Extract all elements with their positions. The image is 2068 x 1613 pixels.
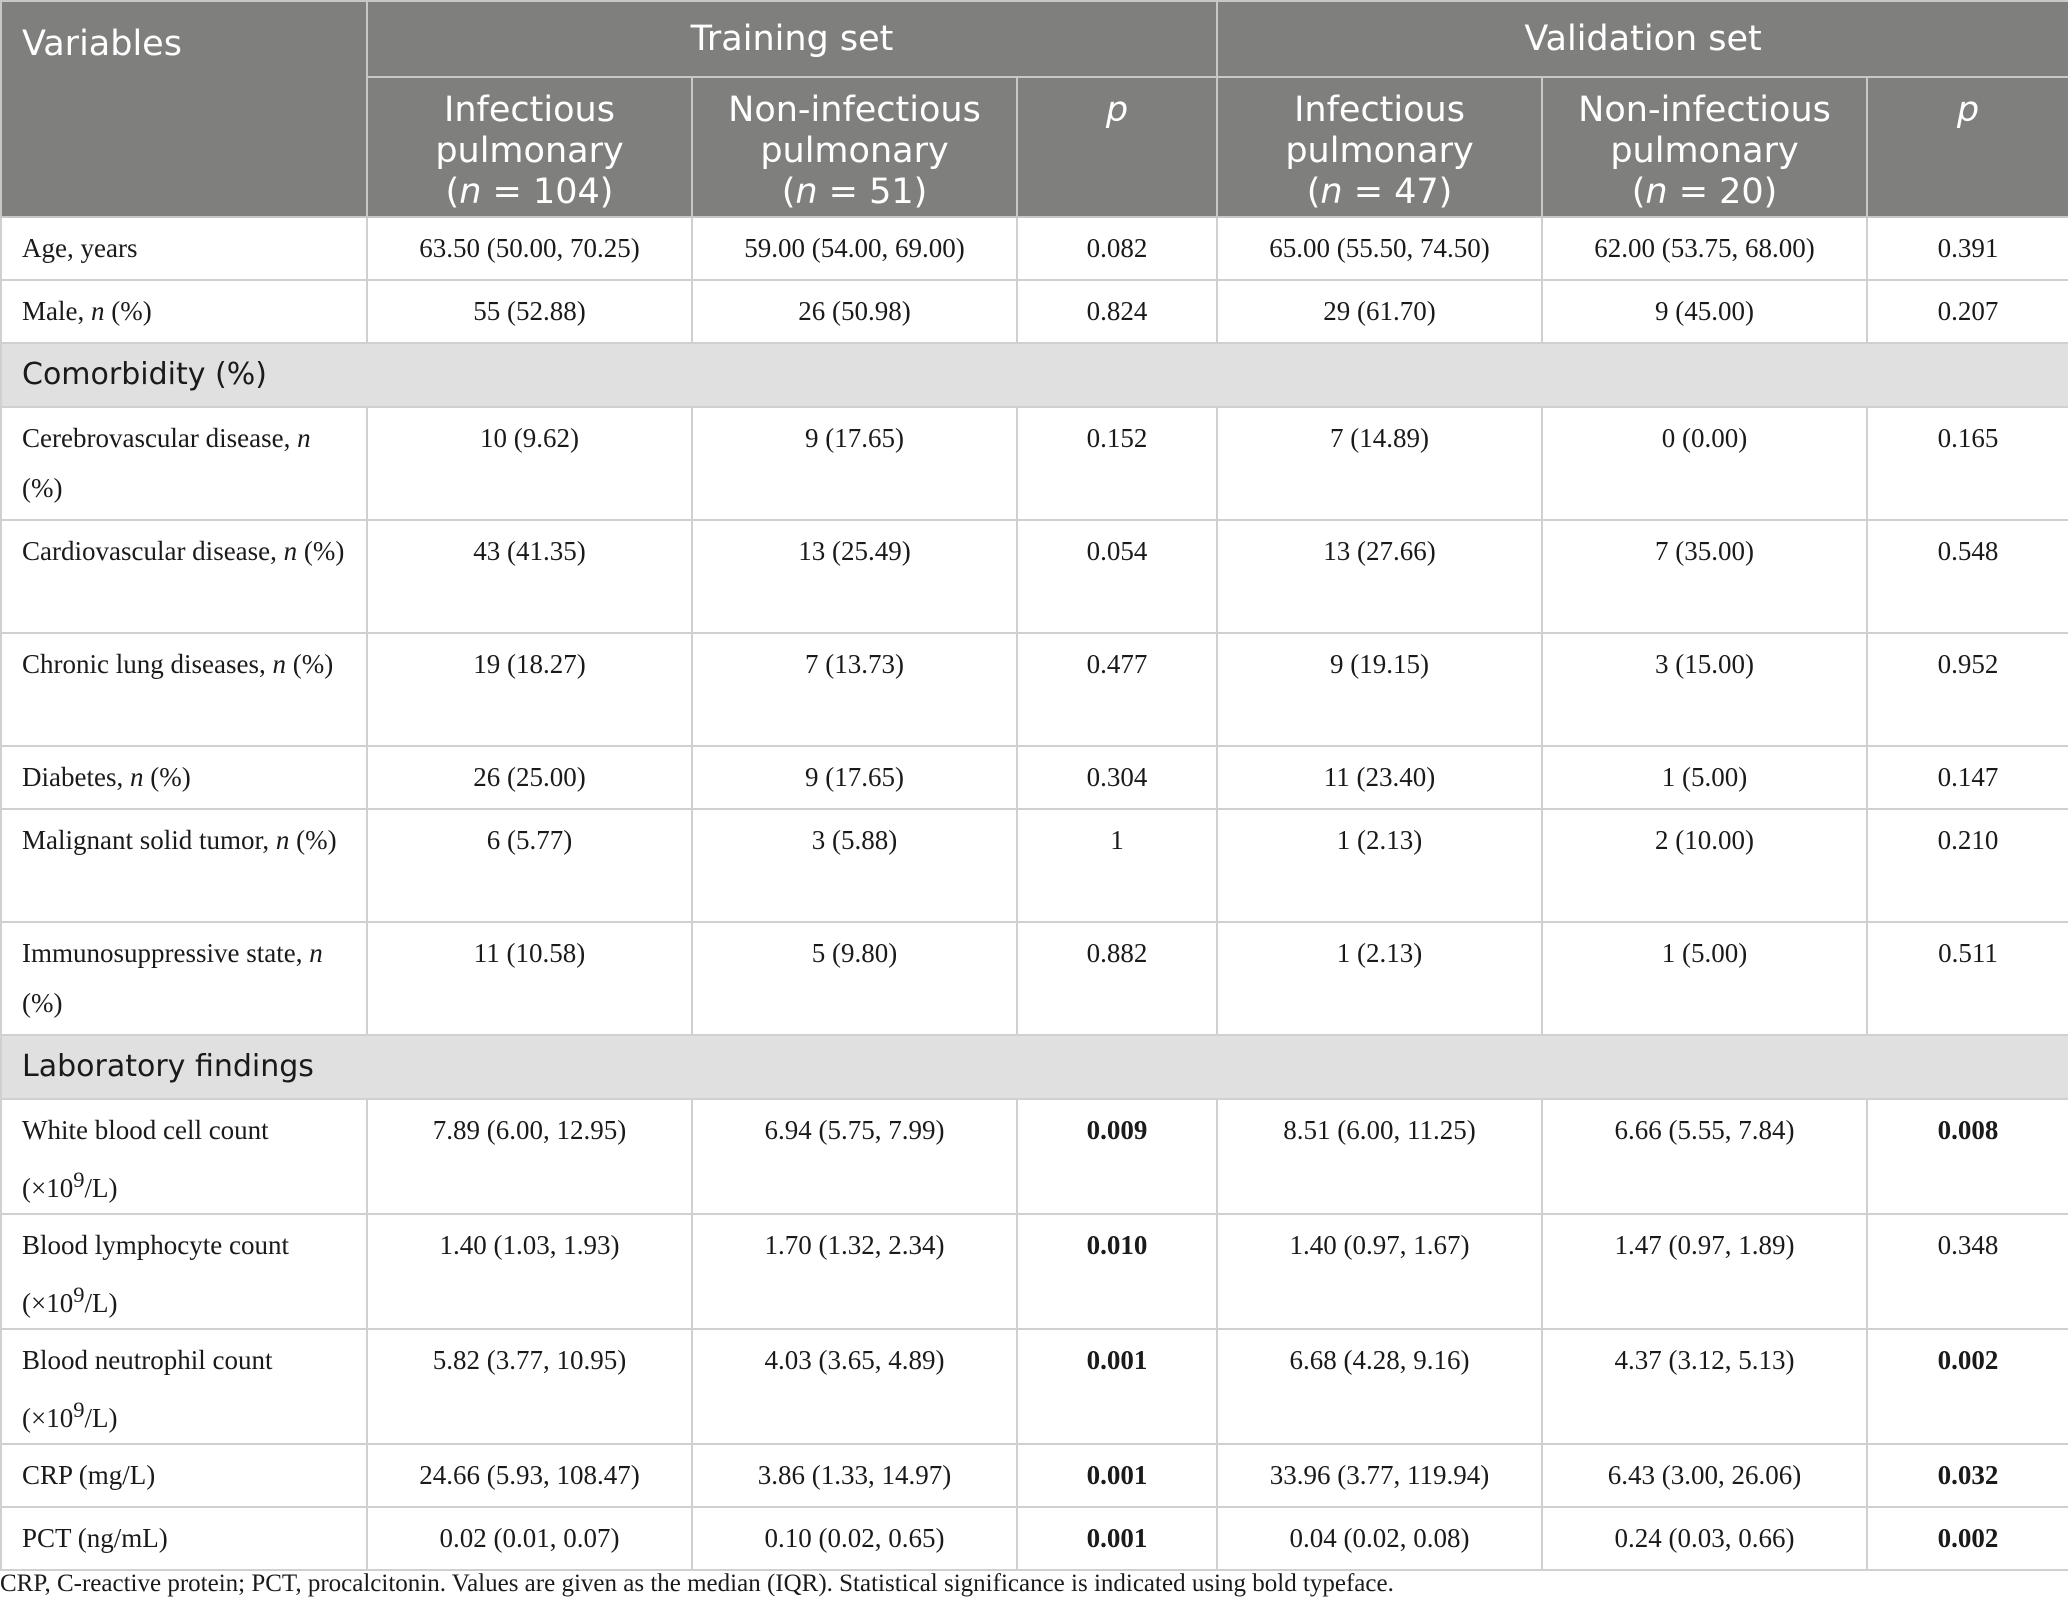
table-cell: 9 (17.65) [692, 746, 1017, 809]
row-label-text: Malignant solid tumor, [22, 825, 276, 855]
table-row [1, 746, 2068, 809]
train-noninfectious-n-symbol: n [795, 172, 818, 212]
val-infectious-n: = 47) [1342, 172, 1453, 212]
table-cell: 9 (17.65) [692, 407, 1017, 520]
table-cell: 1 (5.00) [1542, 922, 1867, 1035]
table-cell: 0.210 [1867, 809, 2068, 922]
row-label [1, 1099, 367, 1214]
row-label-italic: n [309, 938, 323, 968]
table-cell: 4.03 (3.65, 4.89) [692, 1329, 1017, 1444]
train-p-label: p [1105, 90, 1129, 130]
table-cell: 1 (5.00) [1542, 746, 1867, 809]
table-cell: 4.37 (3.12, 5.13) [1542, 1329, 1867, 1444]
table-row [1, 217, 2068, 280]
section-title: Comorbidity (%) [1, 343, 2068, 407]
table-cell: 1.40 (1.03, 1.93) [367, 1214, 692, 1329]
validation-set-header: Validation set [1217, 1, 2068, 77]
table-cell: 0.010 [1017, 1214, 1217, 1329]
val-p-header [1867, 77, 2068, 217]
variables-header: Variables [1, 1, 367, 217]
train-infectious-n: = 104) [481, 172, 614, 212]
table-row [1, 922, 2068, 1035]
table-cell: 33.96 (3.77, 119.94) [1217, 1444, 1542, 1507]
row-label-suffix: (%) [22, 988, 63, 1018]
row-label [1, 1214, 367, 1329]
table-cell: 2 (10.00) [1542, 809, 1867, 922]
table-cell: 6.68 (4.28, 9.16) [1217, 1329, 1542, 1444]
row-label [1, 520, 367, 633]
row-label [1, 809, 367, 922]
table-cell: 0.001 [1017, 1444, 1217, 1507]
table-cell: 43 (41.35) [367, 520, 692, 633]
table-cell: 0.511 [1867, 922, 2068, 1035]
table-cell: 11 (23.40) [1217, 746, 1542, 809]
table-cell: 0.348 [1867, 1214, 2068, 1329]
val-noninfectious-header: Non-infectious pulmonary (n = 20) [1542, 77, 1867, 217]
row-label-italic: n [283, 536, 298, 566]
row-label-text: Immunosuppressive state, [22, 938, 310, 968]
table-cell: 0.002 [1867, 1507, 2068, 1570]
val-infectious-header: Infectious pulmonary (n = 47) [1217, 77, 1542, 217]
row-label-text: Diabetes, [22, 762, 130, 792]
table-cell: 0.054 [1017, 520, 1217, 633]
table-cell: 0.548 [1867, 520, 2068, 633]
table-cell: 7 (14.89) [1217, 407, 1542, 520]
row-label-text: Blood lymphocyte count [22, 1230, 289, 1260]
table-footnote: CRP, C-reactive protein; PCT, procalcitonin. Values are given as the median (IQR). Statistical significance is indicated using bold typeface. [0, 1570, 1394, 1597]
table-cell: 0.304 [1017, 746, 1217, 809]
row-label-text: CRP (mg/L) [22, 1460, 156, 1490]
row-label-text: Cerebrovascular disease, [22, 423, 298, 453]
table-row [1, 407, 2068, 520]
table-cell: 0.152 [1017, 407, 1217, 520]
table-cell: 0.001 [1017, 1329, 1217, 1444]
row-label [1, 280, 367, 343]
table-cell: 9 (19.15) [1217, 633, 1542, 746]
row-label [1, 746, 367, 809]
table-cell: 3 (15.00) [1542, 633, 1867, 746]
row-label-text: Male, [22, 296, 91, 326]
section-row-laboratory [1, 1035, 2068, 1099]
row-label-italic: n [297, 423, 311, 453]
table-cell: 0.04 (0.02, 0.08) [1217, 1507, 1542, 1570]
table-cell: 7.89 (6.00, 12.95) [367, 1099, 692, 1214]
row-unit: (×10 [22, 1173, 74, 1203]
row-label-suffix: (%) [104, 296, 152, 326]
row-label-text: Age, years [22, 233, 138, 263]
table-cell: 6 (5.77) [367, 809, 692, 922]
table-cell: 7 (13.73) [692, 633, 1017, 746]
table-row [1, 1214, 2068, 1329]
row-label-suffix: (%) [143, 762, 191, 792]
row-label-text: Blood neutrophil count [22, 1345, 273, 1375]
header-row-groups [1, 1, 2068, 77]
table-cell: 9 (45.00) [1542, 280, 1867, 343]
table-cell: 6.66 (5.55, 7.84) [1542, 1099, 1867, 1214]
table-cell: 0.207 [1867, 280, 2068, 343]
table-cell: 1.40 (0.97, 1.67) [1217, 1214, 1542, 1329]
table-cell: 0 (0.00) [1542, 407, 1867, 520]
table-cell: 0.165 [1867, 407, 2068, 520]
table-cell: 6.94 (5.75, 7.99) [692, 1099, 1017, 1214]
table-cell: 29 (61.70) [1217, 280, 1542, 343]
section-title: Laboratory findings [1, 1035, 2068, 1099]
table-cell: 0.24 (0.03, 0.66) [1542, 1507, 1867, 1570]
row-unit: (×10 [22, 1288, 74, 1318]
train-noninfectious-n: = 51) [817, 172, 928, 212]
table-cell: 3 (5.88) [692, 809, 1017, 922]
table-cell: 0.032 [1867, 1444, 2068, 1507]
table-cell: 10 (9.62) [367, 407, 692, 520]
table-row [1, 809, 2068, 922]
row-label [1, 633, 367, 746]
table-cell: 1.47 (0.97, 1.89) [1542, 1214, 1867, 1329]
table-cell: 7 (35.00) [1542, 520, 1867, 633]
table-cell: 24.66 (5.93, 108.47) [367, 1444, 692, 1507]
row-label [1, 407, 367, 520]
row-label-text: Cardiovascular disease, [22, 536, 284, 566]
train-noninfectious-line2: pulmonary [760, 131, 949, 171]
table-cell: 1 (2.13) [1217, 922, 1542, 1035]
train-noninfectious-line1: Non-infectious [728, 90, 981, 130]
table-cell: 65.00 (55.50, 74.50) [1217, 217, 1542, 280]
row-label [1, 217, 367, 280]
row-unit-end: /L) [84, 1403, 118, 1433]
row-label-italic: n [272, 649, 286, 679]
table-cell: 8.51 (6.00, 11.25) [1217, 1099, 1542, 1214]
row-unit-sup: 9 [73, 1282, 85, 1307]
table-cell: 0.001 [1017, 1507, 1217, 1570]
section-row-comorbidity [1, 343, 2068, 407]
train-noninfectious-header: Non-infectious pulmonary (n = 51) [692, 77, 1017, 217]
table-cell: 0.477 [1017, 633, 1217, 746]
row-label-italic: n [275, 825, 290, 855]
table-cell: 0.391 [1867, 217, 2068, 280]
table-cell: 6.43 (3.00, 26.06) [1542, 1444, 1867, 1507]
row-label-italic: n [90, 296, 105, 326]
table-cell: 0.082 [1017, 217, 1217, 280]
table-cell: 26 (50.98) [692, 280, 1017, 343]
row-label-text: White blood cell count [22, 1115, 269, 1145]
table-row [1, 280, 2068, 343]
row-unit-sup: 9 [73, 1397, 85, 1422]
table-cell: 13 (25.49) [692, 520, 1017, 633]
val-infectious-line1: Infectious [1294, 90, 1465, 130]
table-row [1, 1507, 2068, 1570]
table-cell: 0.002 [1867, 1329, 2068, 1444]
train-infectious-line1: Infectious [444, 90, 615, 130]
table-cell: 13 (27.66) [1217, 520, 1542, 633]
row-label-suffix: (%) [22, 473, 63, 503]
table-cell: 0.02 (0.01, 0.07) [367, 1507, 692, 1570]
table-cell: 0.952 [1867, 633, 2068, 746]
row-label-text: Chronic lung diseases, [22, 649, 273, 679]
table-cell: 63.50 (50.00, 70.25) [367, 217, 692, 280]
table-cell: 0.882 [1017, 922, 1217, 1035]
table-row [1, 1444, 2068, 1507]
table-cell: 5 (9.80) [692, 922, 1017, 1035]
table-cell: 0.009 [1017, 1099, 1217, 1214]
training-set-header: Training set [367, 1, 1217, 77]
val-infectious-n-symbol: n [1320, 172, 1343, 212]
table-row [1, 633, 2068, 746]
table-cell: 3.86 (1.33, 14.97) [692, 1444, 1017, 1507]
row-unit-end: /L) [84, 1173, 118, 1203]
row-unit-end: /L) [84, 1288, 118, 1318]
table-cell: 5.82 (3.77, 10.95) [367, 1329, 692, 1444]
row-label-italic: n [129, 762, 144, 792]
row-label-suffix: (%) [289, 825, 337, 855]
table-row [1, 1099, 2068, 1214]
table-cell: 1 [1017, 809, 1217, 922]
table-cell: 0.147 [1867, 746, 2068, 809]
row-label [1, 1329, 367, 1444]
table-cell: 1 (2.13) [1217, 809, 1542, 922]
val-noninfectious-line1: Non-infectious [1578, 90, 1831, 130]
row-label [1, 1444, 367, 1507]
row-label-suffix: (%) [285, 649, 334, 679]
row-label [1, 1507, 367, 1570]
table-row [1, 1329, 2068, 1444]
val-infectious-line2: pulmonary [1285, 131, 1474, 171]
table-cell: 55 (52.88) [367, 280, 692, 343]
table-row [1, 520, 2068, 633]
train-infectious-header: Infectious pulmonary (n = 104) [367, 77, 692, 217]
table-cell: 62.00 (53.75, 68.00) [1542, 217, 1867, 280]
table-cell: 26 (25.00) [367, 746, 692, 809]
val-noninfectious-n: = 20) [1667, 172, 1778, 212]
train-infectious-n-symbol: n [459, 172, 482, 212]
table-cell: 59.00 (54.00, 69.00) [692, 217, 1017, 280]
val-p-label: p [1956, 90, 1980, 130]
table-cell: 0.824 [1017, 280, 1217, 343]
table-cell: 11 (10.58) [367, 922, 692, 1035]
row-label-text: PCT (ng/mL) [22, 1523, 168, 1553]
row-unit: (×10 [22, 1403, 74, 1433]
table-cell: 19 (18.27) [367, 633, 692, 746]
row-label-suffix: (%) [297, 536, 345, 566]
row-unit-sup: 9 [73, 1167, 85, 1192]
row-label [1, 922, 367, 1035]
val-noninfectious-n-symbol: n [1645, 172, 1668, 212]
train-p-header [1017, 77, 1217, 217]
train-infectious-line2: pulmonary [435, 131, 624, 171]
table-cell: 0.008 [1867, 1099, 2068, 1214]
table-cell: 1.70 (1.32, 2.34) [692, 1214, 1017, 1329]
val-noninfectious-line2: pulmonary [1610, 131, 1799, 171]
table-cell: 0.10 (0.02, 0.65) [692, 1507, 1017, 1570]
